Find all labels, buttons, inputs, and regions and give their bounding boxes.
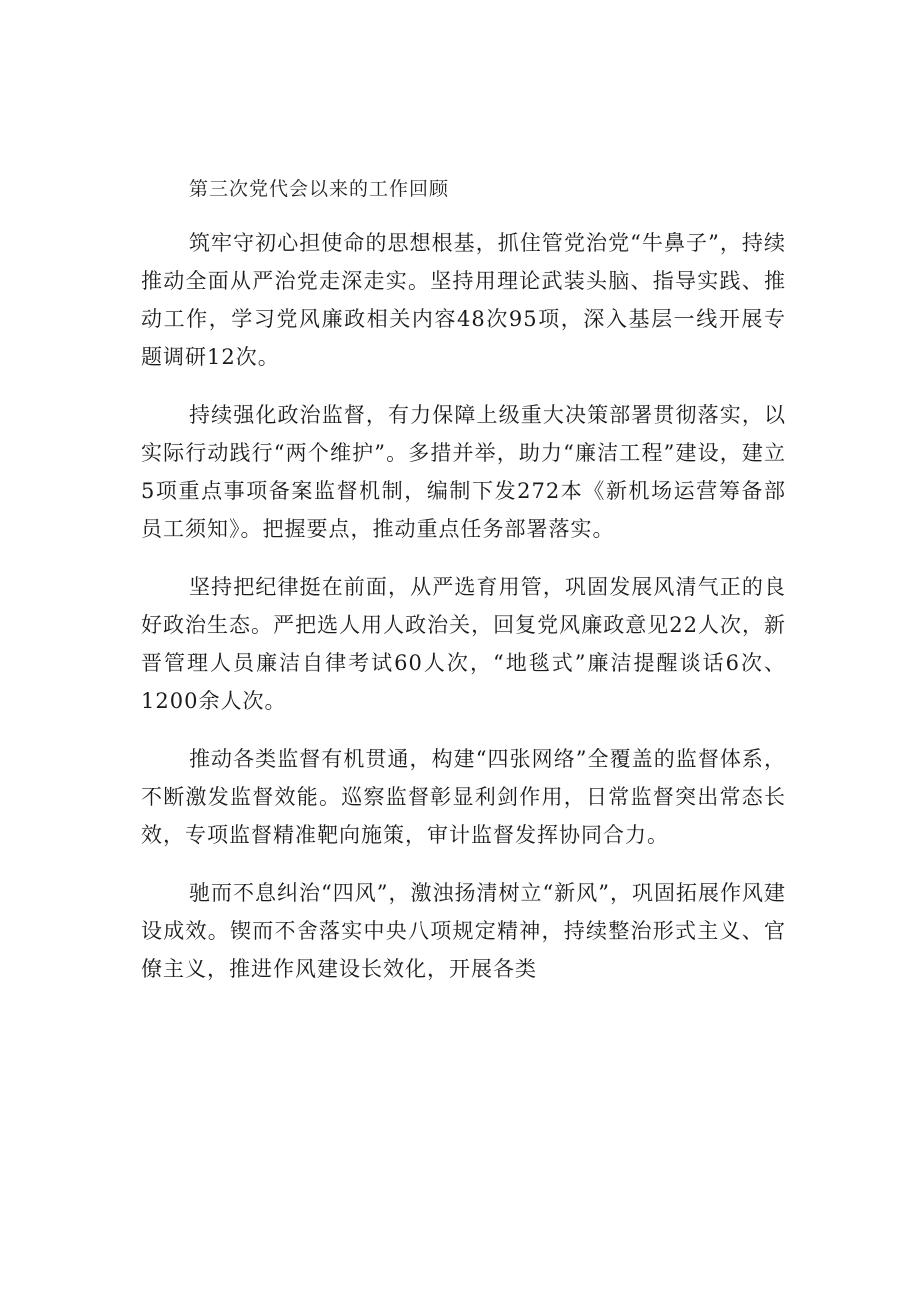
- document-body: [141, 174, 786, 988]
- paragraph-supervision-system: 推动各类监督有机贯通，构建“四张网络”全覆盖的监督体系，不断激发监督效能。巡察监督彰显利剑作用，日常监督突出常态长效，专项监督精准靶向施策，审计监督发挥协同合力。: [141, 747, 786, 848]
- paragraph-theory: 筑牢守初心担使命的思想根基，抓住管党治党“牛鼻子”，持续推动全面从严治党走深走实。坚持用理论武装头脑、指导实践、推动工作，学习党风廉政相关内容48次95项，深入基层一线开展专题调研12次。: [141, 231, 786, 370]
- document-title: 第三次党代会以来的工作回顾: [189, 178, 450, 200]
- paragraph-discipline: 坚持把纪律挺在前面，从严选育用管，巩固发展风清气正的良好政治生态。严把选人用人政治关，回复党风廉政意见22人次，新晋管理人员廉洁自律考试60人次，“地毯式”廉洁提醒谈话6次、1200余人次。: [141, 575, 786, 714]
- paragraph-political-supervision: 持续强化政治监督，有力保障上级重大决策部署贯彻落实，以实际行动践行“两个维护”。多措并举，助力“廉洁工程”建设，建立5项重点事项备案监督机制，编制下发272本《新机场运营筹备部员工须知》。把握要点，推动重点任务部署落实。: [141, 403, 786, 542]
- paragraph-work-style: 驰而不息纠治“四风”，激浊扬清树立“新风”，巩固拓展作风建设成效。锲而不舍落实中央八项规定精神，持续整治形式主义、官僚主义，推进作风建设长效化，开展各类: [141, 881, 786, 982]
